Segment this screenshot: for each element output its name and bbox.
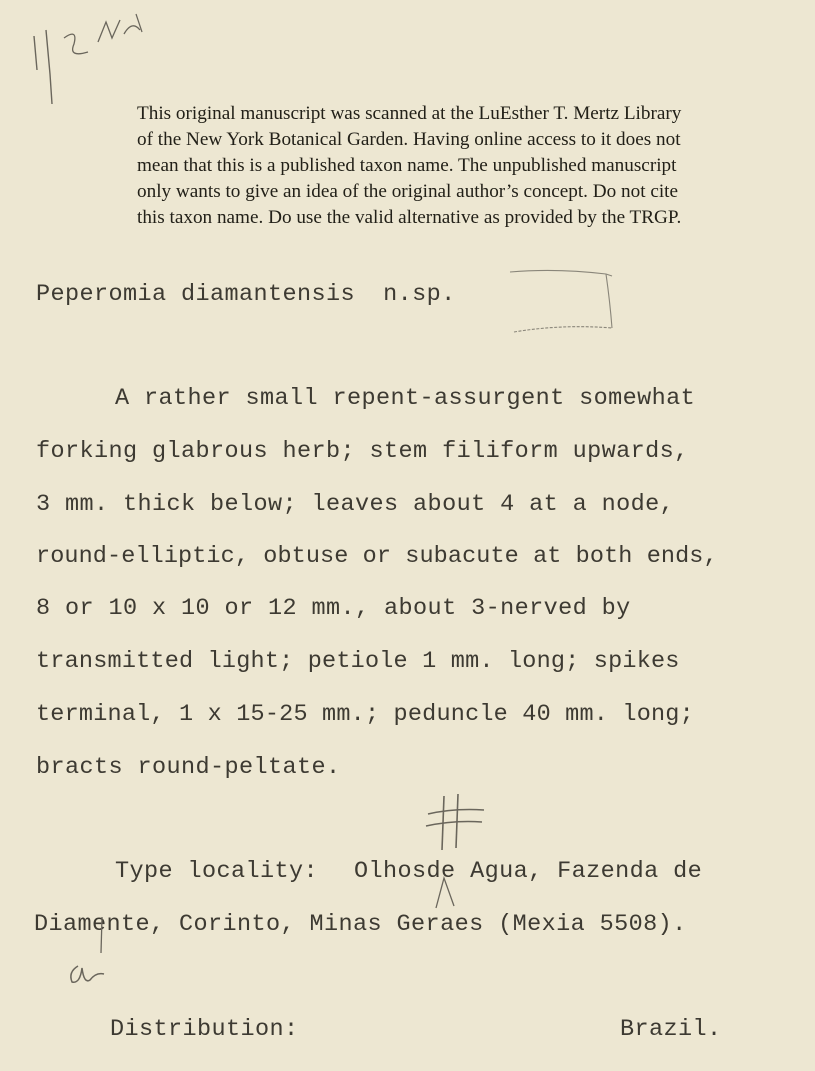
description-line: transmitted light; petiole 1 mm. long; spikes	[36, 648, 680, 675]
species-heading	[36, 281, 456, 308]
pencil-box-mark	[506, 266, 618, 338]
disclaimer-line: only wants to give an idea of the original author’s concept. Do not cite	[137, 181, 679, 202]
pencil-scribble-icon	[28, 8, 158, 98]
description-line: 3 mm. thick below; leaves about 4 at a node,	[36, 491, 675, 518]
distribution-value: Brazil.	[620, 1016, 722, 1043]
hash-icon	[424, 792, 488, 854]
description-line: bracts round-peltate.	[36, 754, 341, 781]
distribution-label: Distribution:	[110, 1016, 299, 1043]
disclaimer-line: this taxon name. Do use the valid alternative as provided by the TRGP.	[137, 207, 682, 228]
pencil-correction-mark	[64, 954, 108, 988]
description-line: terminal, 1 x 15-25 mm.; peduncle 40 mm. long;	[36, 701, 694, 728]
type-locality-label: Type locality:	[115, 858, 319, 885]
pencil-hash-mark	[424, 792, 488, 854]
species-name: Peperomia diamantensis	[36, 281, 356, 308]
disclaimer-line: This original manuscript was scanned at the LuEsther T. Mertz Library	[137, 103, 682, 124]
disclaimer-line: mean that this is a published taxon name. The unpublished manuscript	[137, 155, 677, 176]
species-status: n.sp.	[383, 281, 456, 308]
pencil-box-icon	[506, 266, 618, 338]
insert-line-icon	[96, 915, 108, 955]
disclaimer-line: of the New York Botanical Garden. Having online access to it does not	[137, 129, 681, 150]
description-line: forking glabrous herb; stem filiform upwards,	[36, 438, 689, 465]
description-line: round-elliptic, obtuse or subacute at both ends,	[36, 543, 718, 570]
library-disclaimer	[137, 101, 787, 231]
description-line: 8 or 10 x 10 or 12 mm., about 3-nerved by	[36, 595, 631, 622]
type-locality-line: Diamente, Corinto, Minas Geraes (Mexia 5508).	[34, 911, 687, 938]
pencil-insert-mark	[96, 915, 108, 955]
handwritten-corner-note	[28, 8, 158, 98]
description-line: A rather small repent-assurgent somewhat	[115, 385, 696, 412]
pencil-caret-mark	[430, 872, 460, 912]
type-locality-line	[115, 858, 702, 885]
type-locality-place: Olhosde Agua, Fazenda de	[354, 858, 703, 885]
correction-scribble-icon	[64, 954, 108, 988]
caret-icon	[430, 872, 460, 912]
